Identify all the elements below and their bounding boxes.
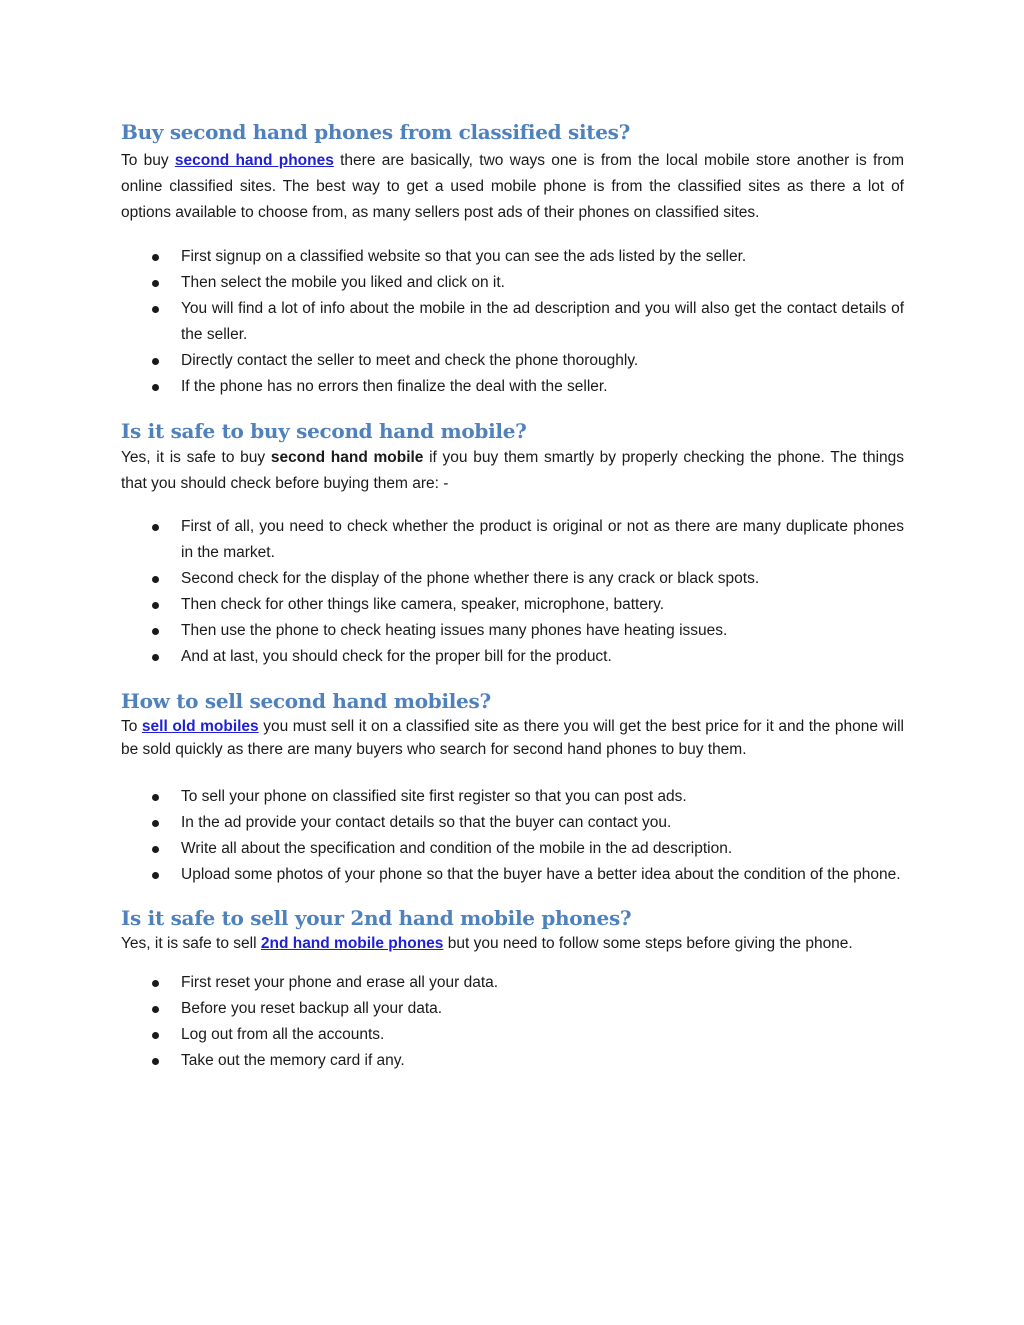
intro-text: if you buy them smartly by properly checking the phone. The things that you should check before buying them are: - (121, 449, 904, 492)
bullet-icon (152, 358, 159, 365)
section-heading: Buy second hand phones from classified sites? (121, 120, 630, 144)
list-item (121, 566, 904, 592)
bullet-icon (152, 1006, 159, 1013)
list-item-text: You will find a lot of info about the mobile in the ad description and you will also get the contact details of the seller. (181, 300, 904, 343)
section-intro (121, 932, 904, 955)
list-item-text: Then use the phone to check heating issues many phones have heating issues. (181, 622, 728, 639)
list-item (121, 836, 904, 862)
list-item-text: First signup on a classified website so that you can see the ads listed by the seller. (181, 248, 747, 265)
document-page (121, 118, 904, 1074)
list-item (121, 862, 904, 888)
intro-text: but you need to follow some steps before giving the phone. (443, 935, 853, 952)
sell-old-mobiles-link[interactable]: sell old mobiles (141, 718, 259, 735)
intro-text: you must sell it on a classified site as there you will get the best price for it and the phone will be sold quickly as there are many buyers who search for second hand phones to buy them. (121, 718, 905, 758)
list-item (121, 996, 904, 1022)
bullet-icon (152, 280, 159, 287)
section-intro (121, 148, 904, 226)
bullet-icon (152, 576, 159, 583)
section-safe-to-buy (121, 417, 904, 670)
bullet-icon (152, 820, 159, 827)
list-item-text: In the ad provide your contact details so that the buyer can contact you. (181, 814, 672, 831)
list-item (121, 296, 904, 348)
section-heading: How to sell second hand mobiles? (121, 689, 491, 713)
intro-text: To (121, 718, 142, 735)
bullet-list (121, 514, 904, 670)
list-item (121, 348, 904, 374)
list-item (121, 244, 904, 270)
list-item (121, 592, 904, 618)
section-how-to-sell (121, 687, 904, 888)
bullet-list (121, 970, 904, 1074)
bullet-list (121, 244, 904, 400)
list-item-text: Log out from all the accounts. (181, 1026, 385, 1043)
list-item-text: Take out the memory card if any. (181, 1052, 405, 1069)
section-heading: Is it safe to sell your 2nd hand mobile phones? (121, 906, 632, 930)
list-item-text: Then select the mobile you liked and click on it. (181, 274, 505, 291)
list-item (121, 970, 904, 996)
list-item (121, 618, 904, 644)
section-intro (121, 445, 904, 497)
bullet-list (121, 784, 904, 888)
section-safe-to-sell (121, 904, 904, 1074)
intro-text: Yes, it is safe to sell (121, 935, 261, 952)
list-item (121, 374, 904, 400)
second-hand-phones-link[interactable]: second hand phones (174, 152, 334, 169)
list-item (121, 810, 904, 836)
bullet-icon (152, 872, 159, 879)
2nd-hand-mobile-phones-link[interactable]: 2nd hand mobile phones (260, 935, 444, 952)
list-item-text: Upload some photos of your phone so that the buyer have a better idea about the condition of the phone. (181, 866, 901, 883)
list-item-text: And at last, you should check for the proper bill for the product. (181, 648, 612, 665)
list-item-text: Then check for other things like camera, speaker, microphone, battery. (181, 596, 665, 613)
list-item (121, 514, 904, 566)
bullet-icon (152, 980, 159, 987)
bullet-icon (152, 1058, 159, 1065)
intro-text: To buy (121, 152, 175, 169)
list-item (121, 1048, 904, 1074)
list-item (121, 270, 904, 296)
list-item (121, 644, 904, 670)
list-item-text: Write all about the specification and condition of the mobile in the ad description. (181, 840, 733, 857)
list-item-text: First of all, you need to check whether the product is original or not as there are many duplicate phones in the market. (181, 518, 904, 561)
list-item-text: First reset your phone and erase all your data. (181, 974, 499, 991)
bullet-icon (152, 254, 159, 261)
section-heading: Is it safe to buy second hand mobile? (121, 419, 527, 443)
intro-text: there are basically, two ways one is from the local mobile store another is from online classified sites. The best way to get a used mobile phone is from the classified sites as there a lot of options available to choose from, as many sellers post ads of their phones on classified sites. (121, 152, 905, 221)
list-item-text: To sell your phone on classified site first register so that you can post ads. (181, 788, 687, 805)
list-item (121, 1022, 904, 1048)
section-buy-classified (121, 118, 904, 400)
intro-text: Yes, it is safe to buy (121, 449, 271, 466)
bullet-icon (152, 602, 159, 609)
intro-bold-text: second hand mobile (270, 449, 424, 466)
bullet-icon (152, 524, 159, 531)
list-item-text: Second check for the display of the phone whether there is any crack or black spots. (181, 570, 760, 587)
list-item (121, 784, 904, 810)
bullet-icon (152, 654, 159, 661)
bullet-icon (152, 306, 159, 313)
bullet-icon (152, 628, 159, 635)
list-item-text: Before you reset backup all your data. (181, 1000, 443, 1017)
list-item-text: Directly contact the seller to meet and check the phone thoroughly. (181, 352, 639, 369)
bullet-icon (152, 794, 159, 801)
section-intro (121, 715, 904, 761)
bullet-icon (152, 384, 159, 391)
bullet-icon (152, 846, 159, 853)
list-item-text: If the phone has no errors then finalize the deal with the seller. (181, 378, 608, 395)
bullet-icon (152, 1032, 159, 1039)
